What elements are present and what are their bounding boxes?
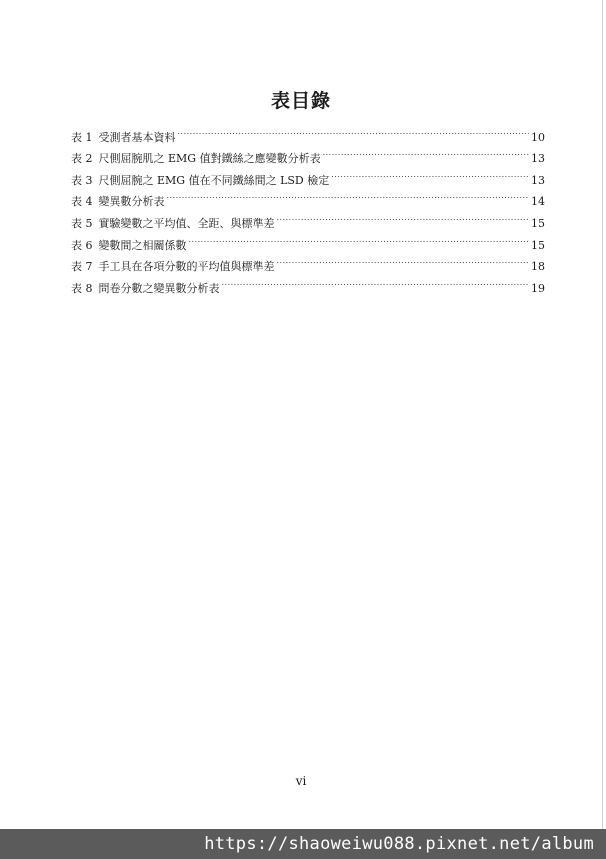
dot-leader bbox=[331, 162, 529, 184]
dot-leader bbox=[277, 205, 530, 227]
entry-title: 受測者基本資料 bbox=[98, 130, 176, 144]
entry-page-number: 13 bbox=[531, 173, 545, 187]
dot-leader bbox=[323, 141, 529, 163]
entry-title: 手工具在各項分數的平均值與標準差 bbox=[98, 260, 275, 274]
entry-page-number: 15 bbox=[531, 238, 545, 252]
entry-title: 變數間之相關係數 bbox=[98, 238, 187, 252]
entry-label: 表 1 bbox=[71, 130, 93, 144]
entry-page-number: 18 bbox=[531, 260, 545, 274]
entry-page-number: 10 bbox=[531, 130, 545, 144]
entry-page-number: 13 bbox=[531, 152, 545, 166]
dot-leader bbox=[189, 227, 530, 249]
entry-label: 表 5 bbox=[71, 216, 93, 230]
entry-page-number: 19 bbox=[531, 281, 545, 295]
entry-title: 尺側屈腕之 EMG 值在不同鐵絲間之 LSD 檢定 bbox=[98, 173, 330, 187]
entry-title: 實驗變數之平均值、全距、與標準差 bbox=[98, 216, 275, 230]
table-of-tables bbox=[71, 119, 545, 295]
page-number: vi bbox=[295, 774, 307, 788]
entry-title: 問卷分數之變異數分析表 bbox=[98, 281, 220, 295]
dot-leader bbox=[277, 249, 530, 271]
watermark-url: https://shaoweiwu088.pixnet.net/album bbox=[0, 829, 606, 859]
entry-label: 表 3 bbox=[71, 173, 93, 187]
toc-entry[interactable] bbox=[71, 119, 545, 144]
dot-leader bbox=[222, 270, 530, 292]
dot-leader bbox=[178, 119, 530, 141]
entry-label: 表 4 bbox=[71, 195, 93, 209]
entry-page-number: 15 bbox=[531, 216, 545, 230]
entry-label: 表 6 bbox=[71, 238, 93, 252]
page-title: 表目錄 bbox=[270, 90, 331, 112]
entry-label: 表 7 bbox=[71, 260, 93, 274]
entry-title: 變異數分析表 bbox=[98, 195, 165, 209]
entry-page-number: 14 bbox=[531, 195, 545, 209]
dot-leader bbox=[167, 184, 530, 206]
entry-title: 尺側屈腕肌之 EMG 值對鐵絲之應變數分析表 bbox=[98, 152, 321, 166]
entry-label: 表 2 bbox=[71, 152, 93, 166]
entry-label: 表 8 bbox=[71, 281, 93, 295]
